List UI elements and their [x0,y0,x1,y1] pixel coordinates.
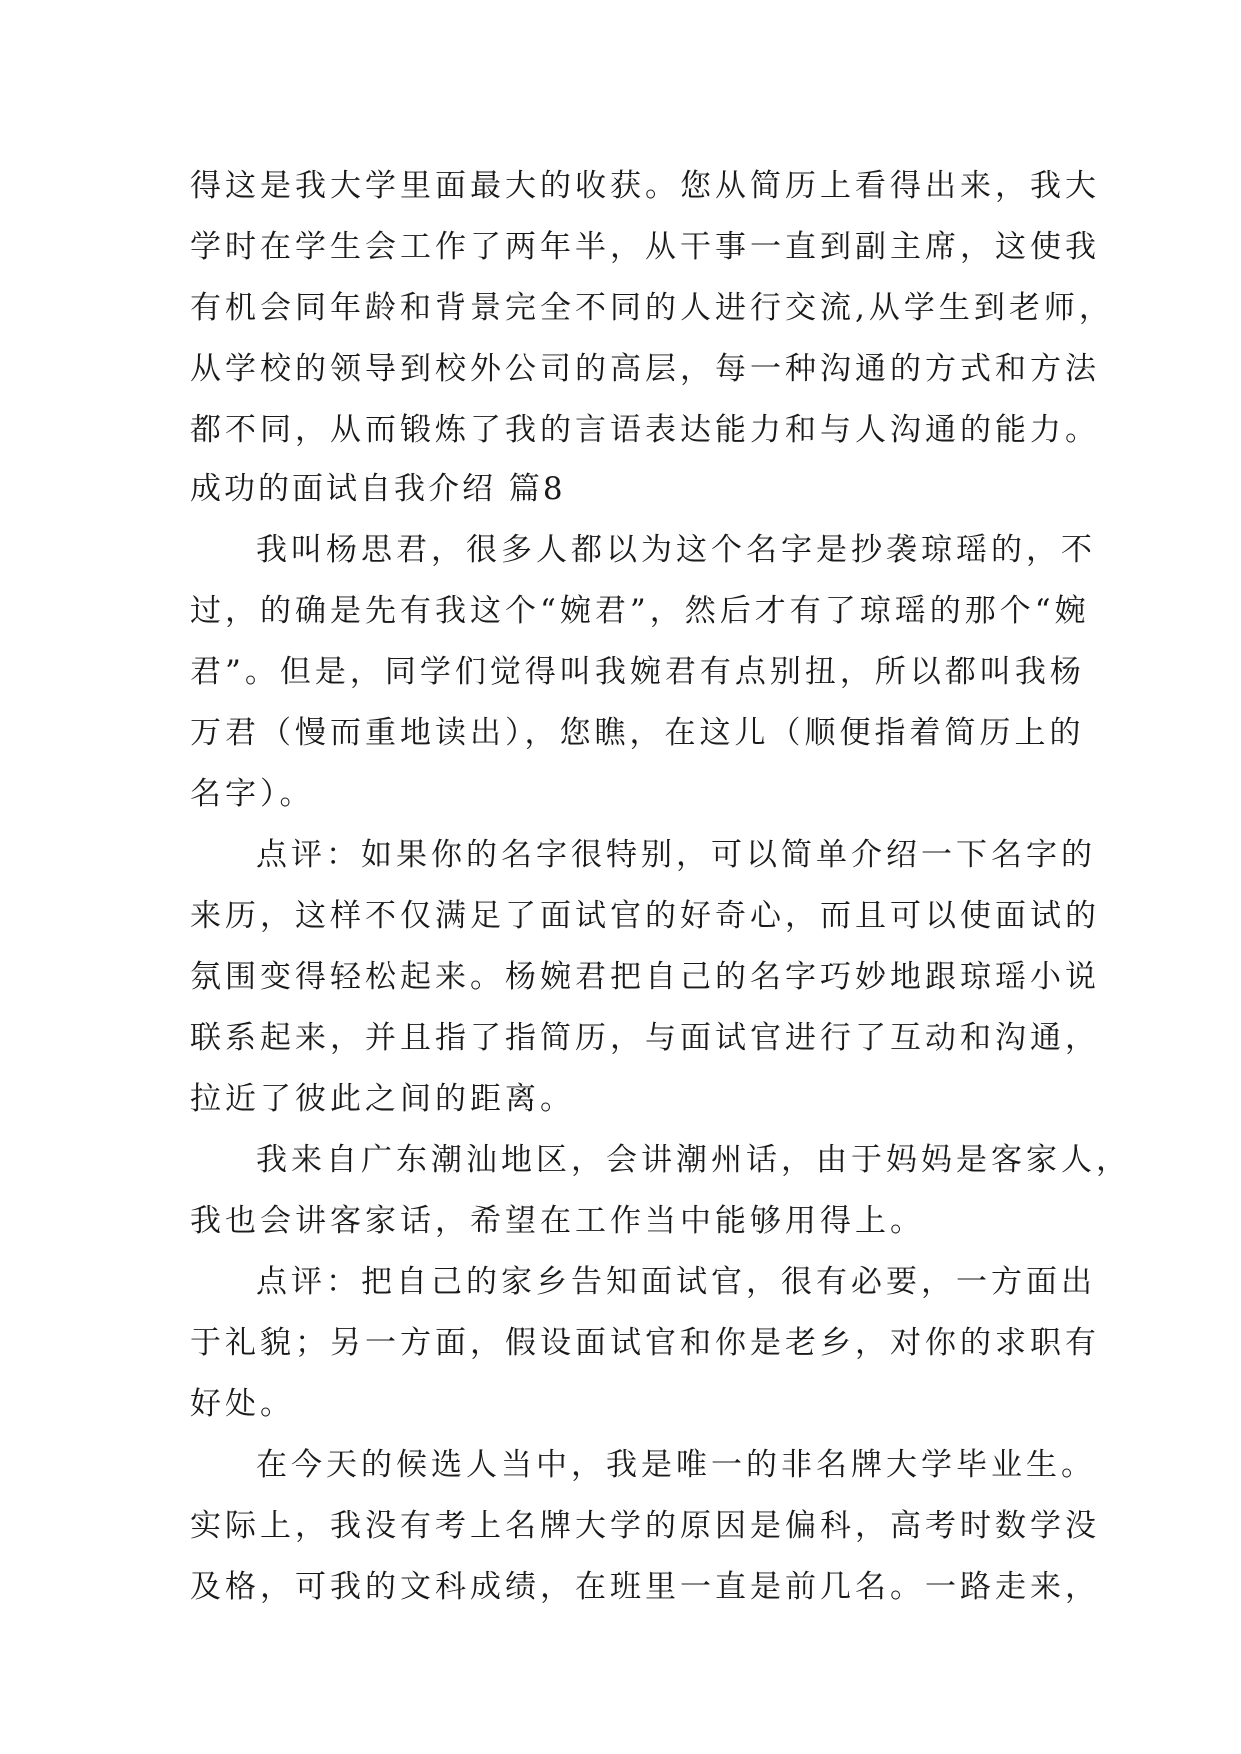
text-line: 联系起来，并且指了指简历，与面试官进行了互动和沟通， [190,1020,1100,1056]
text-line: 过，的确是先有我这个“婉君”，然后才有了琼瑶的那个“婉 [190,593,1090,629]
text-line: 名字）。 [190,776,315,812]
text-line: 我也会讲客家话，希望在工作当中能够用得上。 [190,1203,925,1239]
text-line: 氛围变得轻松起来。杨婉君把自己的名字巧妙地跟琼瑶小说 [190,959,1100,995]
paragraph-first-line: 点评：把自己的家乡告知面试官，很有必要，一方面出 [256,1264,1096,1300]
paragraph-first-line: 我来自广东潮汕地区，会讲潮州话，由于妈妈是客家人， [256,1142,1131,1178]
text-line: 实际上，我没有考上名牌大学的原因是偏科，高考时数学没 [190,1508,1100,1544]
text-line: 都不同，从而锻炼了我的言语表达能力和与人沟通的能力。 [190,412,1100,448]
text-line: 万君（慢而重地读出），您瞧，在这儿（顺便指着简历上的 [190,715,1085,751]
paragraph-first-line: 我叫杨思君，很多人都以为这个名字是抄袭琼瑶的，不 [256,532,1096,568]
text-line: 拉近了彼此之间的距离。 [190,1081,575,1117]
text-line: 君”。但是，同学们觉得叫我婉君有点别扭，所以都叫我杨 [190,654,1085,690]
text-line: 好处。 [190,1386,295,1422]
text-line: 有机会同年龄和背景完全不同的人进行交流,从学生到老师， [190,290,1114,326]
text-line: 及格，可我的文科成绩，在班里一直是前几名。一路走来， [190,1569,1100,1605]
text-line: 于礼貌；另一方面，假设面试官和你是老乡，对你的求职有 [190,1325,1100,1361]
text-line: 得这是我大学里面最大的收获。您从简历上看得出来，我大 [190,168,1100,204]
section-heading: 成功的面试自我介绍 篇8 [190,471,566,507]
paragraph-first-line: 在今天的候选人当中，我是唯一的非名牌大学毕业生。 [256,1447,1096,1483]
text-line: 来历，这样不仅满足了面试官的好奇心，而且可以使面试的 [190,898,1100,934]
text-line: 从学校的领导到校外公司的高层，每一种沟通的方式和方法 [190,351,1100,387]
paragraph-first-line: 点评：如果你的名字很特别，可以简单介绍一下名字的 [256,837,1096,873]
text-line: 学时在学生会工作了两年半，从干事一直到副主席，这使我 [190,229,1100,265]
